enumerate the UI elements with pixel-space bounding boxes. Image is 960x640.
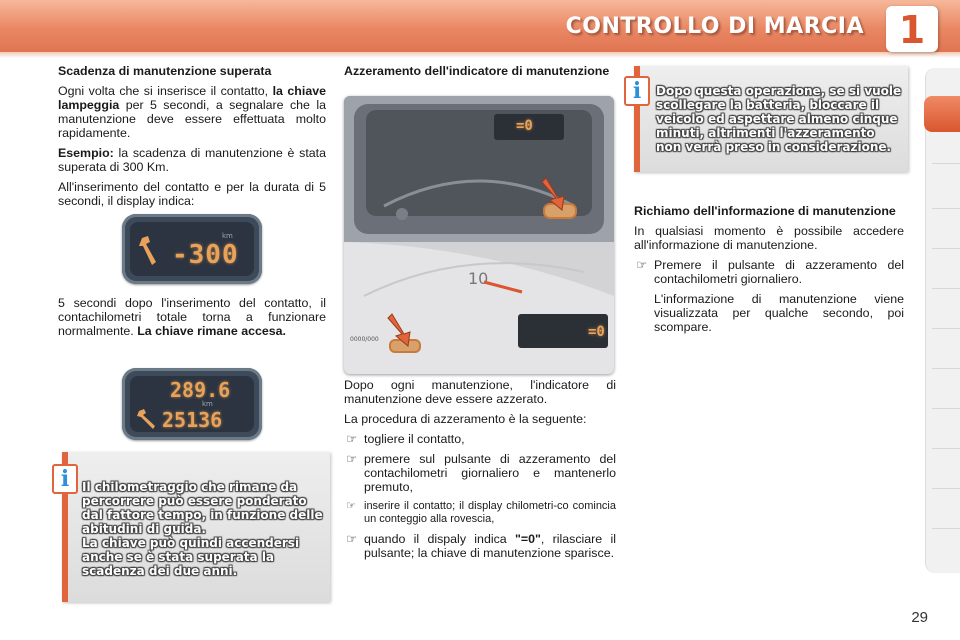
- list-text: inserire il contatto; il display chilometri-co comincia un conteggio alla rovescia,: [364, 500, 616, 525]
- list-item: [344, 500, 616, 526]
- paragraph: In qualsiasi momento è possibile accedere all'informazione di manutenzione.: [634, 224, 904, 252]
- paragraph: L'informazione di manutenzione viene visualizzata per qualche secondo, poi scompare.: [654, 292, 904, 334]
- tab-divider: [932, 408, 960, 409]
- tab-divider: [932, 528, 960, 529]
- page-number: 29: [911, 609, 928, 626]
- middle-column-text: [344, 378, 616, 566]
- hand-pointer-icon: ☞: [346, 532, 358, 546]
- list-item: [344, 452, 616, 494]
- section-heading: Scadenza di manutenzione superata: [58, 64, 272, 78]
- paragraph: [58, 146, 326, 174]
- tab-divider: [932, 248, 960, 249]
- wrench-icon: [136, 234, 162, 268]
- bottom-readout: =0: [588, 324, 605, 340]
- info-text: Il chilometraggio che rimane da percorrere può essere ponderato dal fattore tempo, in funzione delle abitudini di guida.: [82, 480, 323, 536]
- section-heading: Richiamo dell'informazione di manutenzione: [634, 204, 896, 218]
- total-value: 25136: [162, 408, 223, 432]
- page-title: CONTROLLO DI MARCIA: [565, 14, 864, 39]
- paragraph: [58, 84, 326, 140]
- middle-column: [344, 64, 616, 84]
- bold-text: la chiave lampeggia: [58, 84, 326, 112]
- list-text: quando il dispaly indica: [364, 532, 507, 546]
- info-text: La chiave può quindi accendersi anche se è stata superata la scadenza dei due anni.: [82, 536, 300, 578]
- list-item: [344, 432, 616, 446]
- tab-current-chapter[interactable]: [924, 96, 960, 132]
- info-icon: i: [52, 464, 78, 494]
- hand-pointer-icon: ☞: [346, 452, 358, 466]
- hand-pointer-icon: ☞: [636, 258, 648, 272]
- left-column-2: [58, 296, 326, 344]
- chapter-tabs: [925, 68, 960, 573]
- list-text: Premere il pulsante di azzeramento del contachilometri giornaliero.: [654, 258, 904, 286]
- paragraph: Dopo ogni manutenzione, l'indicatore di manutenzione deve essere azzerato.: [344, 378, 616, 406]
- maintenance-display: [122, 214, 262, 284]
- unit-label: km: [202, 400, 213, 408]
- hand-pointer-icon: ☞: [346, 432, 358, 446]
- tab-divider: [932, 288, 960, 289]
- tab-divider: [932, 448, 960, 449]
- text: 5 secondi dopo l'inserimento del contatto, il contachilometri totale torna a funzionare normalmente.: [58, 296, 326, 338]
- tab-divider: [932, 368, 960, 369]
- odometer-display: [122, 368, 262, 440]
- dashboard-illustration: [344, 96, 614, 374]
- list-item: [344, 532, 616, 560]
- list-text: premere sul pulsante di azzeramento del contachilometri giornaliero e mantenerlo premuto,: [364, 452, 616, 494]
- trip-value: 289.6: [170, 378, 231, 402]
- paragraph: La procedura di azzeramento è la seguente:: [344, 412, 587, 426]
- text: la scadenza di manutenzione è stata superata di 300 Km.: [58, 146, 326, 174]
- wrench-icon: [136, 408, 158, 430]
- bold-text: La chiave rimane accesa.: [137, 324, 287, 338]
- text: Ogni volta che si inserisce il contatto,: [58, 84, 269, 98]
- chapter-number: 1: [898, 8, 926, 52]
- info-icon: i: [624, 76, 650, 106]
- unit-label: km: [222, 232, 233, 240]
- example-label: Esempio:: [58, 146, 114, 160]
- dashboard-photo: [344, 96, 614, 374]
- right-column: [634, 204, 904, 340]
- section-heading: Azzeramento dell'indicatore di manutenzione: [344, 64, 610, 78]
- paragraph: All'inserimento del contatto e per la durata di 5 secondi, il display indica:: [58, 180, 326, 208]
- chapter-badge: [886, 6, 938, 52]
- countdown-value: -300: [172, 240, 239, 270]
- list-text: togliere il contatto,: [364, 432, 465, 446]
- bold-text: "=0": [514, 532, 541, 546]
- tab-divider: [932, 488, 960, 489]
- svg-text:10: 10: [468, 269, 489, 288]
- list-text: , rilasciare il pulsante; la chiave di manutenzione sparisce.: [364, 532, 616, 560]
- odo-label: 0000/000: [350, 336, 379, 343]
- paragraph: [58, 296, 326, 338]
- tab-divider: [932, 208, 960, 209]
- text: per 5 secondi, a segnalare che la manutenzione deve essere effettuata molto rapidamente.: [58, 98, 326, 140]
- info-text: Dopo questa operazione, se si vuole scollegare la batteria, bloccare il veicolo ed aspettare almeno cinque minuti, altrimenti l'azzeramento non verrà preso in considerazione.: [656, 84, 902, 154]
- header-fade: [0, 52, 960, 58]
- top-readout: =0: [516, 118, 533, 134]
- left-column: [58, 64, 326, 214]
- hand-pointer-icon: ☞: [346, 500, 356, 512]
- list-item: [634, 258, 904, 286]
- info-box: [62, 452, 330, 602]
- tab-divider: [932, 328, 960, 329]
- info-box: [634, 66, 908, 172]
- tab-divider: [932, 163, 960, 164]
